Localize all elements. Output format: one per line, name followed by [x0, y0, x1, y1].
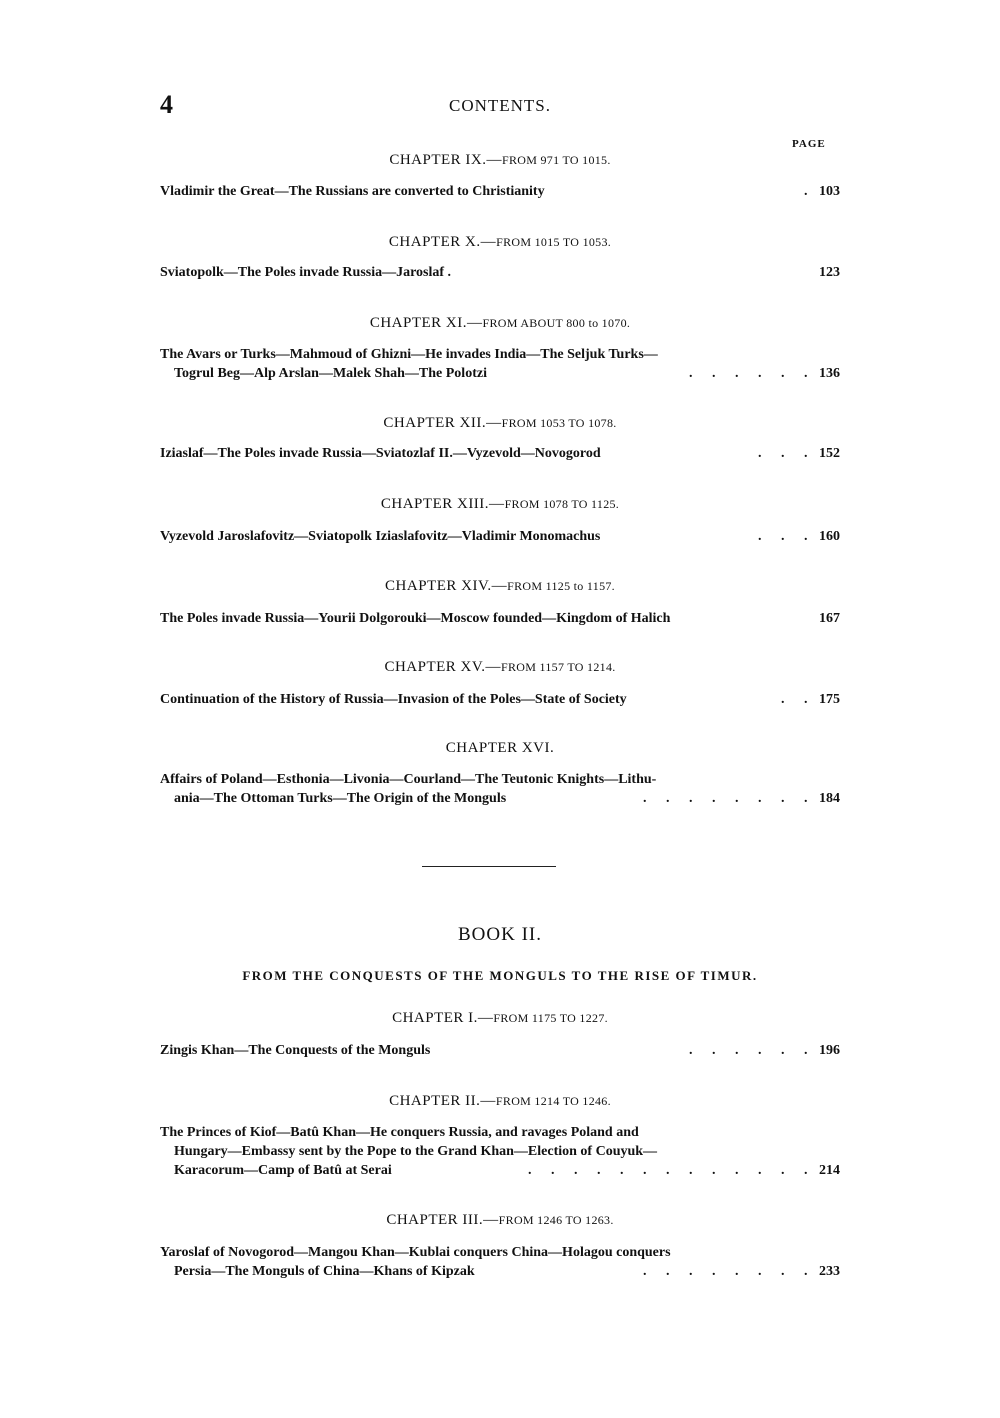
toc-entry: Vyzevold Jaroslafovitz—Sviatopolk Iziaslafovitz—Vladimir Monomachus . . . 160	[160, 529, 840, 544]
page-number: 4	[160, 90, 173, 119]
toc-entry: The Poles invade Russia—Yourii Dolgorouki—Moscow founded—Kingdom of Halich 167	[160, 611, 840, 626]
toc-entry: The Princes of Kiof—Batû Khan—He conquers Russia, and ravages Poland and Hungary—Embassy sent by the Pope to the Grand Khan—Election of Couyuk— Karacorum—Camp of Batû at Serai . . . . . . . . . . . . . 214	[160, 1125, 840, 1178]
chapter-heading: CHAPTER III.—FROM 1246 TO 1263.	[386, 1212, 614, 1228]
page-ref: 123	[819, 265, 840, 280]
section-divider	[422, 866, 556, 867]
page-ref: 136	[819, 366, 840, 381]
page-ref: 175	[819, 692, 840, 707]
page-ref: 233	[819, 1264, 840, 1279]
book-subtitle: FROM THE CONQUESTS OF THE MONGULS TO THE RISE OF TIMUR.	[242, 968, 758, 983]
chapter-heading: CHAPTER XIV.—FROM 1125 to 1157.	[385, 578, 615, 594]
page-ref: 184	[819, 791, 840, 806]
page-ref: 103	[819, 184, 840, 199]
chapter-heading: CHAPTER XIII.—FROM 1078 TO 1125.	[380, 496, 620, 512]
toc-entry: Zingis Khan—The Conquests of the Monguls . . . . . . 196	[160, 1043, 840, 1058]
page-column-label: PAGE	[792, 138, 826, 150]
page-ref: 160	[819, 529, 840, 544]
toc-entry: Vladimir the Great—The Russians are converted to Christianity . 103	[160, 184, 840, 199]
toc-entry: Yaroslaf of Novogorod—Mangou Khan—Kublai conquers China—Holagou conquers Persia—The Monguls of China—Khans of Kipzak . . . . . . . . 233	[160, 1245, 840, 1279]
toc-entry: Sviatopolk—The Poles invade Russia—Jaroslaf . 123	[160, 265, 840, 280]
chapter-heading: CHAPTER XVI.	[445, 740, 555, 756]
toc-entry: The Avars or Turks—Mahmoud of Ghizni—He invades India—The Seljuk Turks— Togrul Beg—Alp Arslan—Malek Shah—The Polotzi . . . . . . 136	[160, 347, 840, 381]
book-title: BOOK II.	[458, 924, 542, 945]
chapter-heading: CHAPTER II.—FROM 1214 TO 1246.	[389, 1093, 611, 1109]
toc-entry: Affairs of Poland—Esthonia—Livonia—Courland—The Teutonic Knights—Lithu- ania—The Ottoman Turks—The Origin of the Monguls . . . . . . . . 184	[160, 772, 840, 806]
chapter-heading: CHAPTER XI.—FROM ABOUT 800 to 1070.	[369, 315, 631, 331]
toc-entry: Iziaslaf—The Poles invade Russia—Sviatozlaf II.—Vyzevold—Novogorod . . . 152	[160, 446, 840, 461]
page-ref: 214	[819, 1163, 840, 1178]
page-ref: 196	[819, 1043, 840, 1058]
chapter-heading: CHAPTER XII.—FROM 1053 TO 1078.	[383, 415, 617, 431]
running-title: CONTENTS.	[448, 96, 552, 115]
chapter-heading: CHAPTER IX.—FROM 971 TO 1015.	[389, 152, 611, 168]
toc-entry: Continuation of the History of Russia—Invasion of the Poles—State of Society . . 175	[160, 692, 840, 707]
page-ref: 152	[819, 446, 840, 461]
page-ref: 167	[819, 611, 840, 626]
chapter-heading: CHAPTER XV.—FROM 1157 TO 1214.	[384, 659, 616, 675]
chapter-heading: CHAPTER I.—FROM 1175 TO 1227.	[392, 1010, 608, 1026]
chapter-heading: CHAPTER X.—FROM 1015 TO 1053.	[388, 234, 612, 250]
